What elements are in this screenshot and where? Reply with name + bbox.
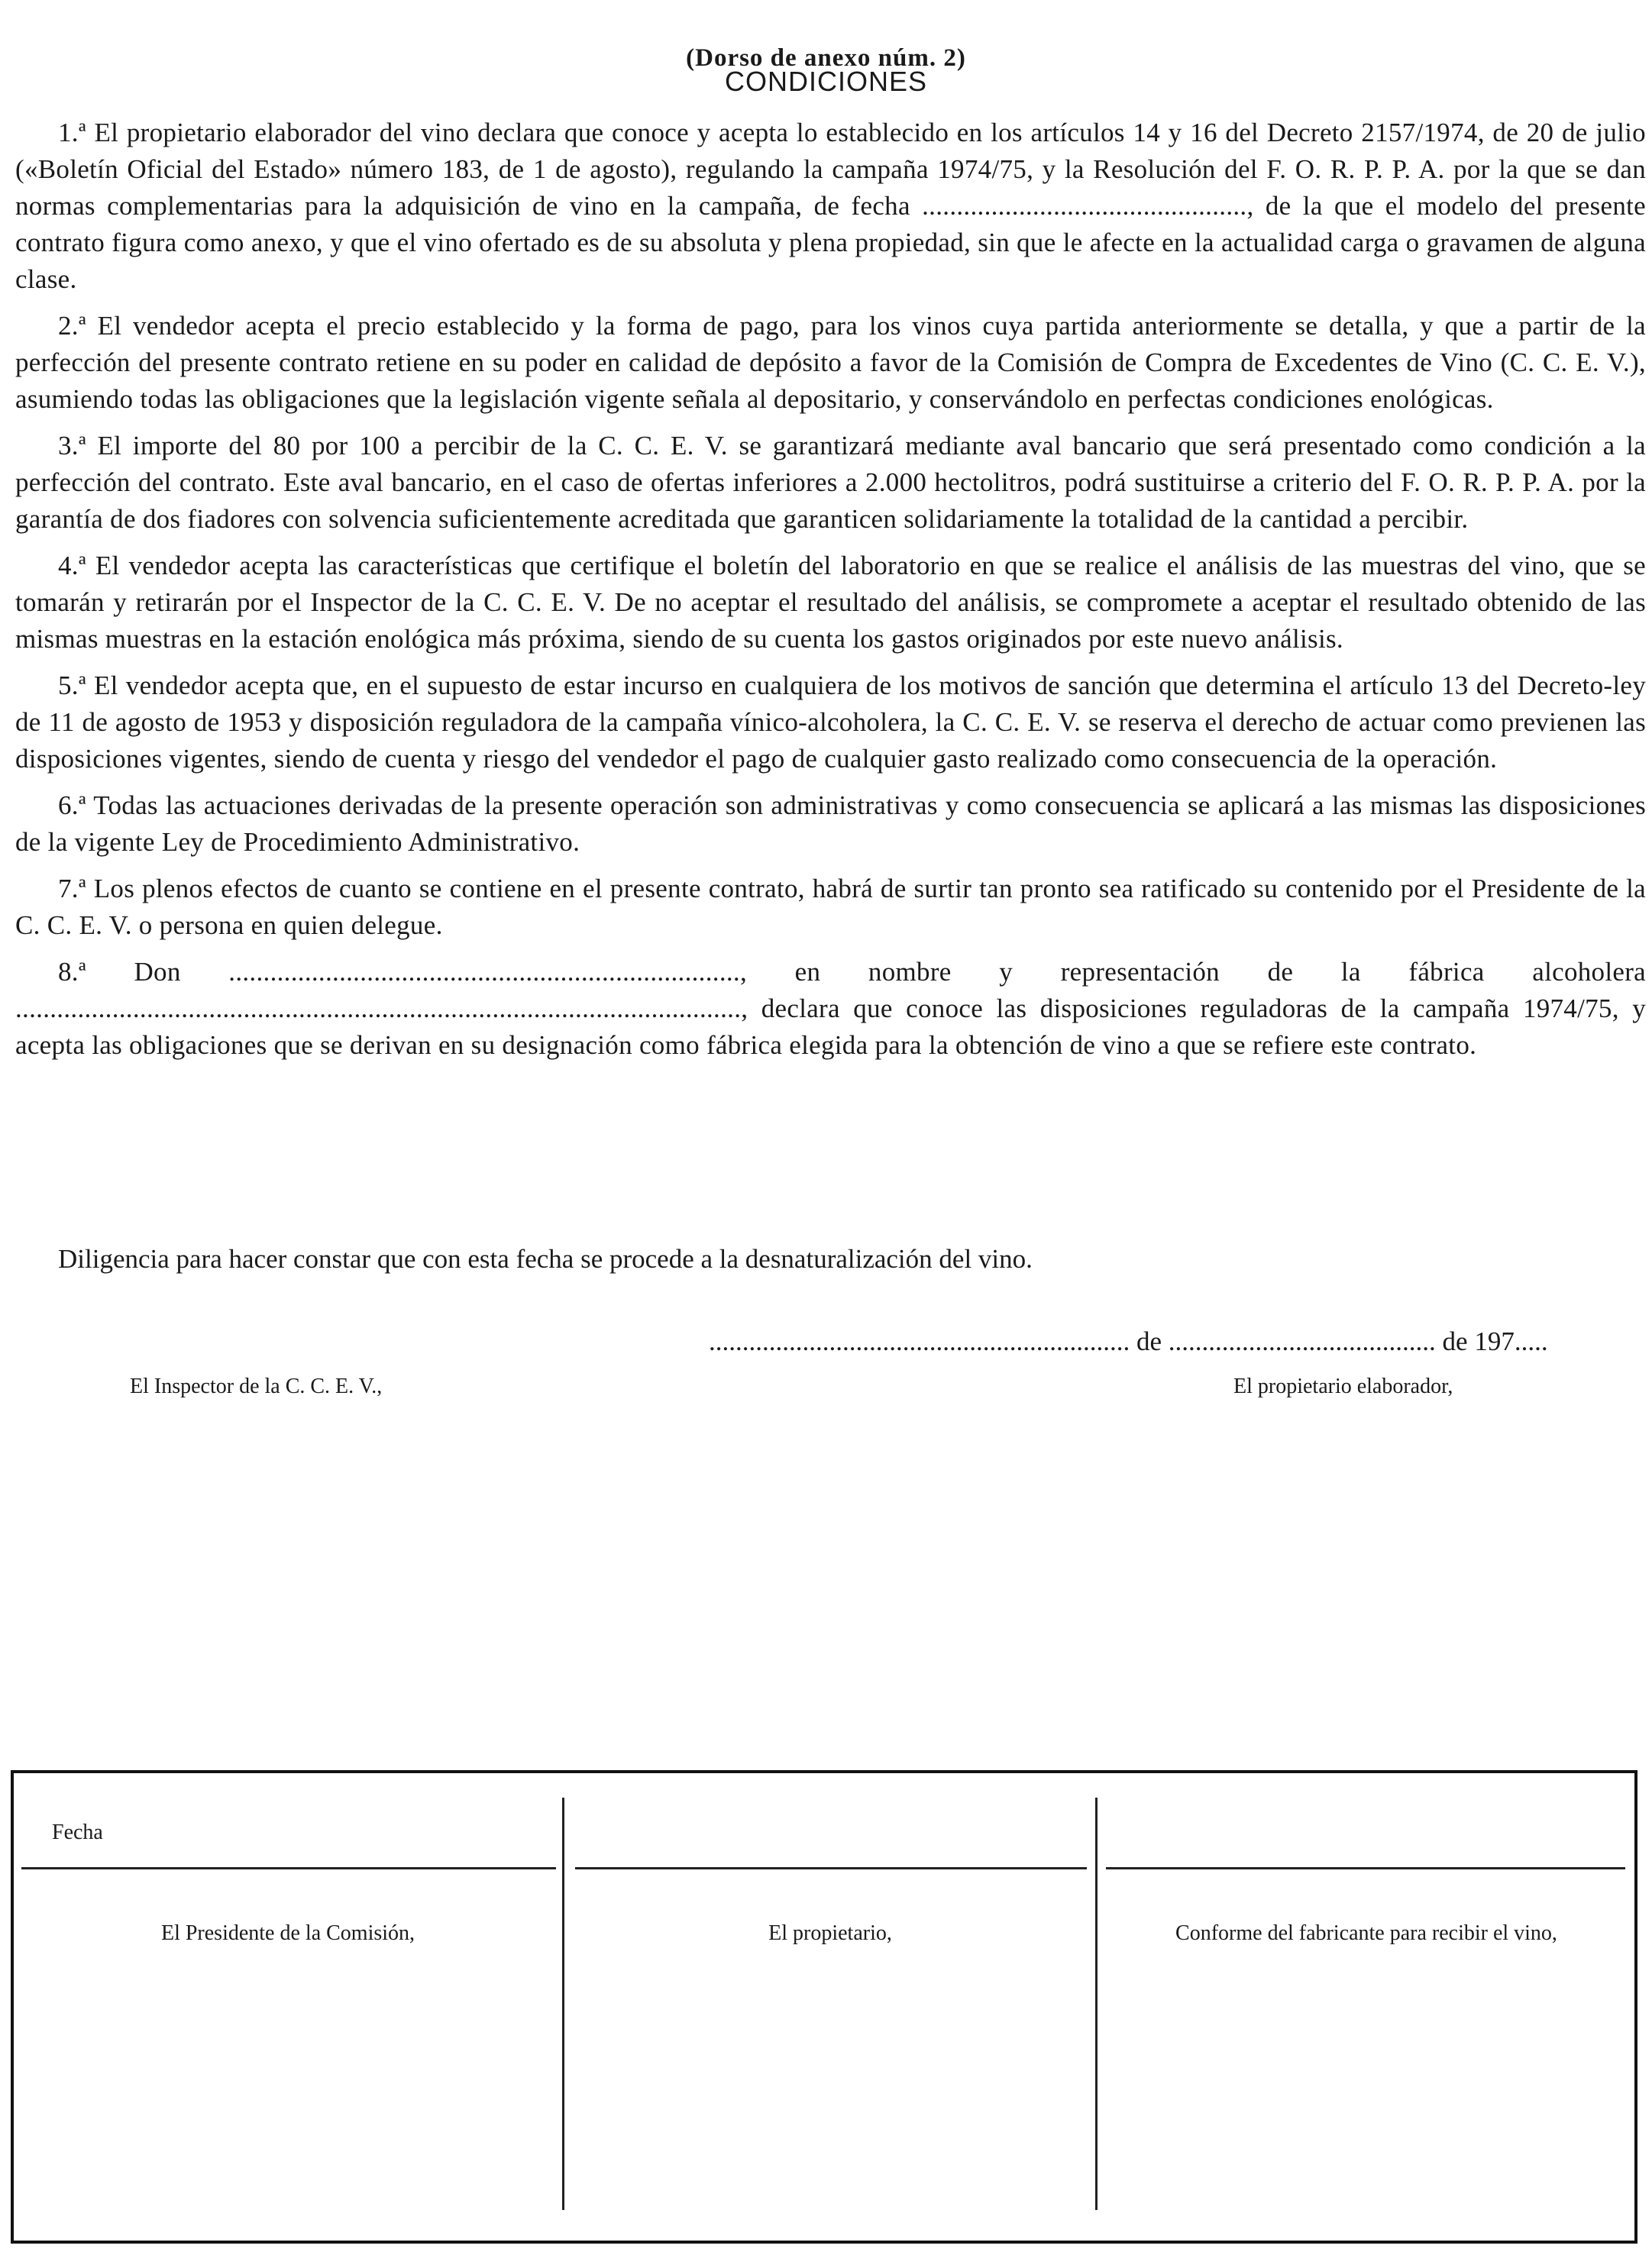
clause-text: Los plenos efectos de cuanto se contiene en el presente contrato, habrá de surtir tan pronto sea ratificado su contenido por el Presidente de la C. C. E. V. o persona en quien delegue. bbox=[15, 874, 1646, 940]
clause-number: 7.ª bbox=[58, 874, 86, 903]
owner-box-signature-label: El propietario, bbox=[768, 1921, 892, 1945]
clause-number: 5.ª bbox=[58, 670, 86, 700]
owner-signature-label: El propietario elaborador, bbox=[1233, 1375, 1453, 1398]
signature-box bbox=[11, 1770, 1637, 2244]
column-divider bbox=[1095, 1798, 1098, 2210]
clause-3 bbox=[15, 428, 1646, 538]
clause-number: 2.ª bbox=[58, 311, 86, 341]
clause-number: 8.ª bbox=[58, 957, 86, 987]
clause-text: Todas las actuaciones derivadas de la presente operación son administrativas y como consecuencia se aplicará a las mismas las disposiciones de la vigente Ley de Procedimiento Administrativo. bbox=[15, 790, 1646, 857]
clause-text: El importe del 80 por 100 a percibir de la C. C. E. V. se garantizará mediante aval bancario que será presentado como condición a la perfección del contrato. Este aval bancario, en el caso de ofertas inferiores a 2.000 hectolitros, podrá sustituirse a criterio del F. O. R. P. P. A. por la garantía de dos fiadores con solvencia suficientemente acreditada que garanticen solidariamente la totalidad de la cantidad a percibir. bbox=[15, 431, 1646, 534]
document-subtitle: (Dorso de anexo núm. 2) bbox=[686, 44, 966, 72]
manufacturer-signature-label: Conforme del fabricante para recibir el vino, bbox=[1175, 1921, 1557, 1945]
clauses-list bbox=[15, 115, 1646, 1074]
clause-text: El vendedor acepta que, en el supuesto de estar incurso en cualquiera de los motivos de sanción que determina el artículo 13 del Decreto-ley de 11 de agosto de 1953 y disposición reguladora de la campaña vínico-alcoholera, la C. C. E. V. se reserva el derecho de actuar como previenen las disposiciones vigentes, siendo de cuenta y riesgo del vendedor el pago de cualquier gasto realizado como consecuencia de la operación. bbox=[15, 670, 1646, 774]
clause-number: 6.ª bbox=[58, 790, 86, 820]
diligencia-note: Diligencia para hacer constar que con esta fecha se procede a la desnaturalización del vino. bbox=[58, 1244, 1033, 1274]
fecha-label: Fecha bbox=[52, 1821, 103, 1844]
clause-1 bbox=[15, 115, 1646, 298]
document-title: CONDICIONES bbox=[724, 66, 928, 97]
owner-column bbox=[565, 1773, 1095, 2241]
clause-text: El propietario elaborador del vino declara que conoce y acepta lo establecido en los artículos 14 y 16 del Decreto 2157/1974, de 20 de julio («Boletín Oficial del Estado» número 183, de 1 de agosto), regulando la campaña 1974/75, y la Resolución del F. O. R. P. P. A. por la que se dan normas complementarias para la adquisición de vino en la campaña, de fecha ..............................................., de la que el modelo del presente contrato figura como anexo, y que el vino ofertado es de su absoluta y plena propiedad, sin que le afecte en la actualidad carga o gravamen de alguna clase. bbox=[15, 118, 1646, 294]
date-line: ............................................................... de ........................................ de 197..... bbox=[709, 1326, 1548, 1356]
column-divider bbox=[562, 1798, 564, 2210]
clause-text: El vendedor acepta el precio establecido y la forma de pago, para los vinos cuya partida anteriormente se detalla, y que a partir de la perfección del presente contrato retiene en su poder en calidad de depósito a favor de la Comisión de Compra de Excedentes de Vino (C. C. E. V.), asumiendo todas las obligaciones que la legislación vigente señala al depositario, y conservándolo en perfectas condiciones enológicas. bbox=[15, 311, 1646, 414]
clause-5 bbox=[15, 667, 1646, 777]
clause-4 bbox=[15, 548, 1646, 658]
clause-number: 3.ª bbox=[58, 431, 86, 460]
clause-text: El vendedor acepta las características que certifique el boletín del laboratorio en que se realice el análisis de las muestras del vino, que se tomarán y retirarán por el Inspector de la C. C. E. V. De no aceptar el resultado del análisis, se compromete a aceptar el resultado obtenido de las mismas muestras en la estación enológica más próxima, siendo de su cuenta los gastos originados por este nuevo análisis. bbox=[15, 551, 1646, 654]
manufacturer-column bbox=[1098, 1773, 1634, 2241]
clause-number: 4.ª bbox=[58, 551, 86, 580]
clause-8 bbox=[15, 954, 1646, 1064]
president-signature-label: El Presidente de la Comisión, bbox=[160, 1921, 415, 1945]
clause-2 bbox=[15, 308, 1646, 418]
inspector-signature-label: El Inspector de la C. C. E. V., bbox=[130, 1375, 383, 1398]
clause-number: 1.ª bbox=[58, 118, 86, 147]
clause-text: Don .........................................................................., en nombre y representación de la fábrica alcoholera ........................................................................................................., declara que conoce las disposiciones reguladoras de la campaña 1974/75, y acepta las obligaciones que se derivan en su designación como fábrica elegida para la obtención de vino a que se refiere este contrato. bbox=[15, 957, 1646, 1060]
president-column bbox=[14, 1773, 562, 2241]
clause-6 bbox=[15, 787, 1646, 861]
clause-7 bbox=[15, 871, 1646, 944]
